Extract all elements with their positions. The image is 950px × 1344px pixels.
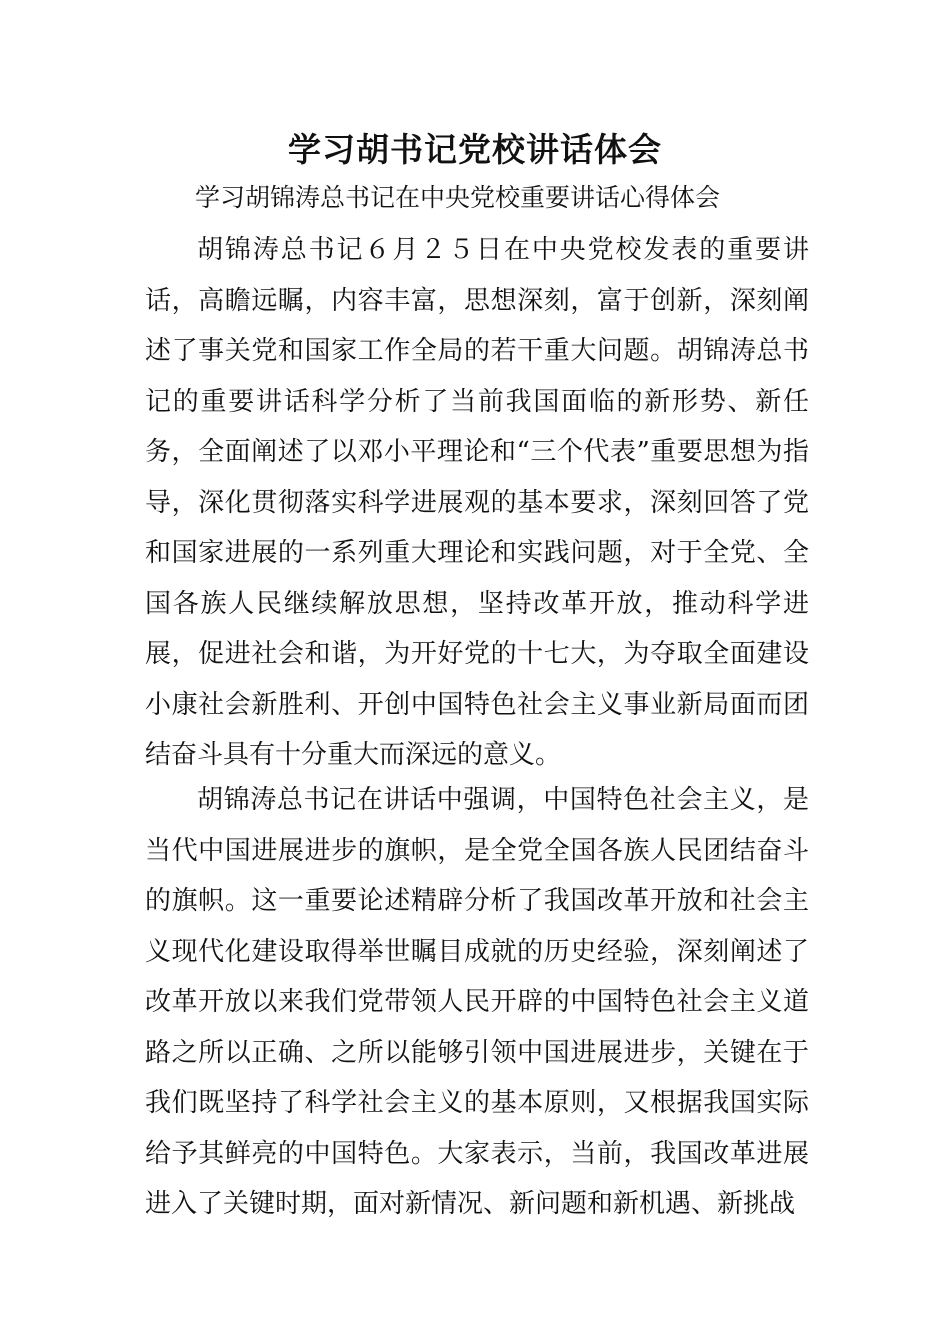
body-paragraph-1: 胡锦涛总书记６月２５日在中央党校发表的重要讲话，高瞻远瞩，内容丰富，思想深刻，富于创新，深刻阐述了事关党和国家工作全局的若干重大问题。胡锦涛总书记的重要讲话科学分析了当前我国面临的新形势、新任务，全面阐述了以邓小平理论和“三个代表”重要思想为指导，深化贯彻落实科学进展观的基本要求，深刻回答了党和国家进展的一系列重大理论和实践问题，对于全党、全国各族人民继续解放思想，坚持改革开放，推动科学进展，促进社会和谐，为开好党的十七大，为夺取全面建设小康社会新胜利、开创中国特色社会主义事业新局面而团结奋斗具有十分重大而深远的意义。 [145,235,809,770]
body-paragraph-2: 胡锦涛总书记在讲话中强调，中国特色社会主义，是当代中国进展进步的旗帜，是全党全国各族人民团结奋斗的旗帜。这一重要论述精辟分析了我国改革开放和社会主义现代化建设取得举世瞩目成就的历史经验，深刻阐述了改革开放以来我们党带领人民开辟的中国特色社会主义道路之所以正确、之所以能够引领中国进展进步，关键在于我们既坚持了科学社会主义的基本原则，又根据我国实际给予其鲜亮的中国特色。大家表示，当前，我国改革进展进入了关键时期，面对新情况、新问题和新机遇、新挑战 [145,785,809,1219]
document-title: 学习胡书记党校讲话体会 [288,130,662,169]
document-subtitle: 学习胡锦涛总书记在中央党校重要讲话心得体会 [195,183,721,212]
